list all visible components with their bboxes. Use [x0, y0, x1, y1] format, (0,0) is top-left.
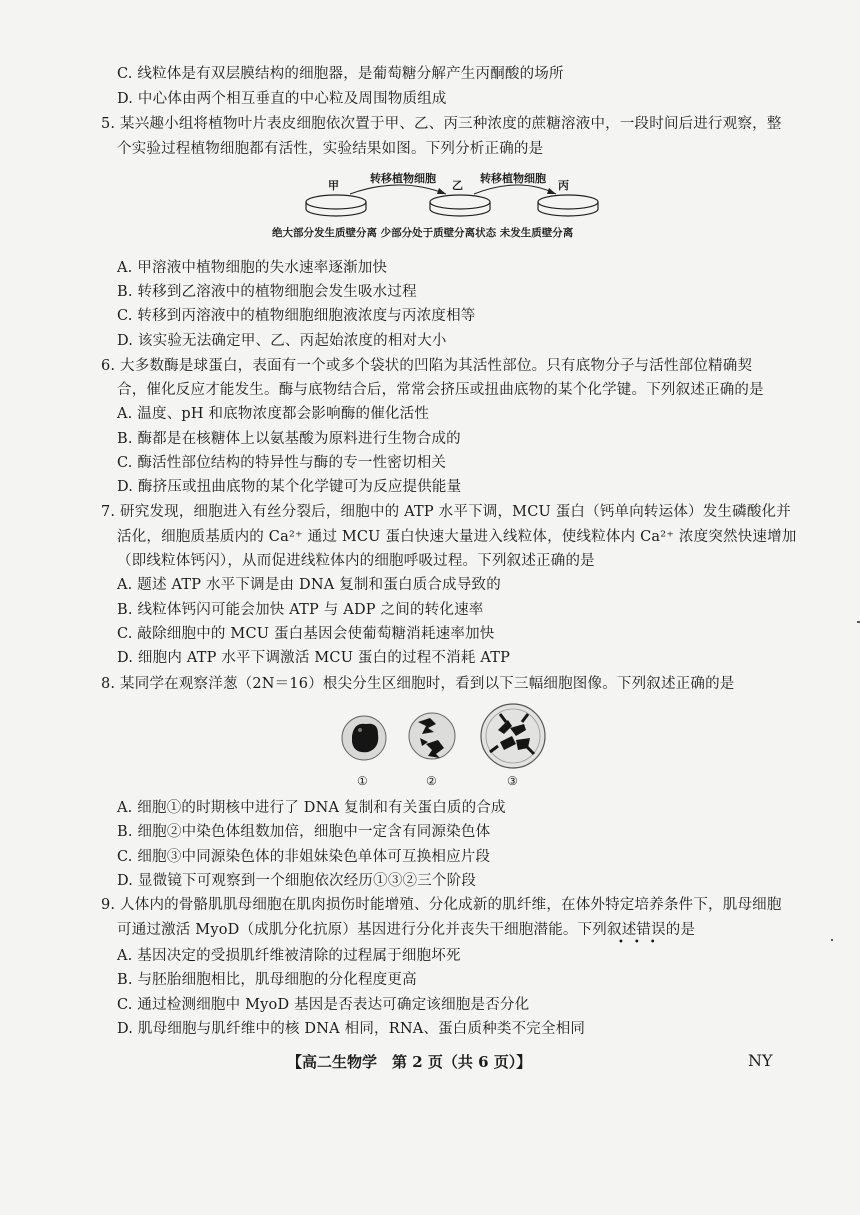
footer-code: NY [748, 1051, 773, 1070]
q7-option-a: A. 题述 ATP 水平下调是由 DNA 复制和蛋白质合成导致的 [117, 577, 501, 593]
q7-option-b: B. 线粒体钙闪可能会加快 ATP 与 ADP 之间的转化速率 [117, 602, 484, 618]
q8-option-d: D. 显微镜下可观察到一个细胞依次经历①③②三个阶段 [117, 873, 477, 889]
q9-stem-line1: 9. 人体内的骨骼肌肌母细胞在肌肉损伤时能增殖、分化成新的肌纤维，在体外特定培养条件下，肌母细胞 [101, 897, 782, 913]
q7-option-d: D. 细胞内 ATP 水平下调激活 MCU 蛋白的过程不消耗 ATP [117, 650, 511, 666]
label-arrow-2: 转移植物细胞 [480, 172, 546, 185]
arrow-1 [350, 185, 446, 194]
q5-option-a: A. 甲溶液中植物细胞的失水速率逐渐加快 [117, 260, 388, 276]
cell-3-image [481, 704, 545, 768]
q8-option-c: C. 细胞③中同源染色体的非姐妹染色单体可互换相应片段 [117, 849, 491, 865]
dish-bing [538, 195, 598, 216]
label-arrow-1: 转移植物细胞 [370, 172, 436, 185]
q6-option-c: C. 酶活性部位结构的特异性与酶的专一性密切相关 [117, 455, 447, 471]
label-yi: 乙 [452, 179, 463, 192]
q6-option-a: A. 温度、pH 和底物浓度都会影响酶的催化活性 [117, 406, 430, 422]
cell-1-image [342, 716, 386, 760]
q6-option-b: B. 酶都是在核糖体上以氨基酸为原料进行生物合成的 [117, 431, 461, 447]
q7-option-c: C. 敲除细胞中的 MCU 蛋白基因会使葡萄糖消耗速率加快 [117, 626, 495, 642]
page-footer: 【高二生物学 第 2 页（共 6 页）】 [287, 1053, 532, 1071]
scan-speck [831, 939, 833, 941]
q9-option-b: B. 与胚胎细胞相比，肌母细胞的分化程度更高 [117, 972, 417, 988]
q9-option-a: A. 基因决定的受损肌纤维被清除的过程属于细胞坏死 [117, 948, 461, 964]
q4-option-d: D. 中心体由两个相互垂直的中心粒及周围物质组成 [117, 91, 447, 107]
q5-stem-line2: 个实验过程植物细胞都有活性，实验结果如图。下列分析正确的是 [117, 141, 544, 157]
q5-option-b: B. 转移到乙溶液中的植物细胞会发生吸水过程 [117, 284, 417, 300]
cell-3-label: ③ [507, 774, 518, 788]
q5-option-c: C. 转移到丙溶液中的植物细胞细胞液浓度与丙浓度相等 [117, 308, 476, 324]
label-bing: 丙 [558, 179, 569, 192]
cell-1-label: ① [357, 774, 368, 788]
diagram-caption: 绝大部分发生质壁分离 少部分处于质壁分离状态 未发生质壁分离 [272, 227, 574, 239]
arrow-2 [474, 185, 556, 194]
q6-stem-line2: 合，催化反应才能发生。酶与底物结合后，常常会挤压或扭曲底物的某个化学键。下列叙述正确的是 [117, 382, 764, 398]
dish-yi [430, 195, 490, 216]
cell-images [340, 700, 560, 790]
q7-stem-line1: 7. 研究发现，细胞进入有丝分裂后，细胞中的 ATP 水平下调，MCU 蛋白（钙单向转运体）发生磷酸化并 [101, 504, 791, 520]
q5-stem-line1: 5. 某兴趣小组将植物叶片表皮细胞依次置于甲、乙、丙三种浓度的蔗糖溶液中，一段时间后进行观察，整 [101, 116, 782, 132]
emphasis-dots: ••• [618, 937, 666, 948]
cell-micrographs [340, 700, 560, 772]
q9-option-d: D. 肌母细胞与肌纤维中的核 DNA 相同，RNA、蛋白质种类不完全相同 [117, 1021, 586, 1037]
q4-option-c: C. 线粒体是有双层膜结构的细胞器，是葡萄糖分解产生丙酮酸的场所 [117, 66, 564, 82]
q9-stem-line2: 可通过激活 MyoD（成肌分化抗原）基因进行分化并丧失干细胞潜能。下列叙述错误的是 [117, 922, 696, 938]
cell-2-image [409, 713, 455, 759]
q7-stem-line2: 活化，细胞质基质内的 Ca²⁺ 通过 MCU 蛋白快速大量进入线粒体，使线粒体内 Ca²⁺ 浓度突然快速增加 [117, 529, 797, 545]
q8-stem: 8. 某同学在观察洋葱（2N＝16）根尖分生区细胞时，看到以下三幅细胞图像。下列叙述正确的是 [101, 676, 735, 692]
label-jia: 甲 [328, 179, 339, 192]
dish-jia [306, 195, 366, 216]
q8-option-b: B. 细胞②中染色体组数加倍，细胞中一定含有同源染色体 [117, 824, 491, 840]
q7-stem-line3: （即线粒体钙闪），从而促进线粒体内的细胞呼吸过程。下列叙述正确的是 [117, 553, 595, 569]
cell-2-label: ② [426, 774, 437, 788]
q6-stem-line1: 6. 大多数酶是球蛋白，表面有一个或多个袋状的凹陷为其活性部位。只有底物分子与活性部位精确契 [101, 358, 753, 374]
q5-option-d: D. 该实验无法确定甲、乙、丙起始浓度的相对大小 [117, 333, 447, 349]
q6-option-d: D. 酶挤压或扭曲底物的某个化学键可为反应提供能量 [117, 479, 462, 495]
q9-option-c: C. 通过检测细胞中 MyoD 基因是否表达可确定该细胞是否分化 [117, 997, 530, 1013]
q8-option-a: A. 细胞①的时期核中进行了 DNA 复制和有关蛋白质的合成 [117, 800, 506, 816]
